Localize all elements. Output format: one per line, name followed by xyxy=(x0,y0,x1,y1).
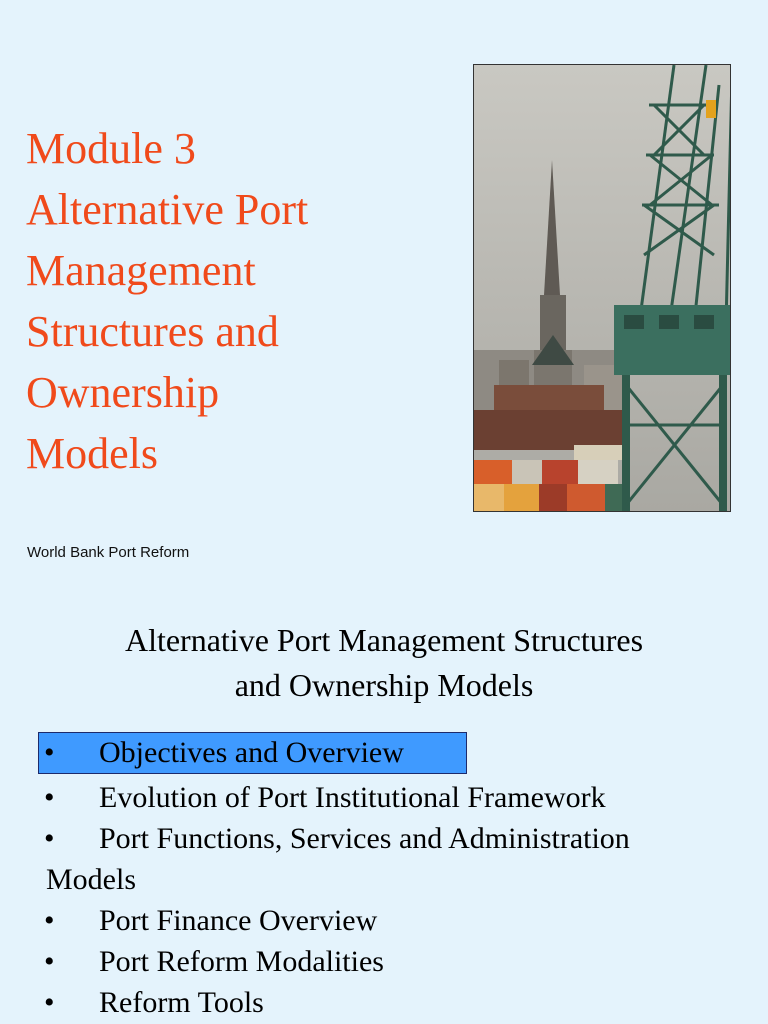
module-title xyxy=(26,118,446,484)
bullet-marker: • xyxy=(44,945,55,978)
agenda-item-tools[interactable] xyxy=(0,982,768,1023)
agenda-item-objectives[interactable] xyxy=(0,732,768,773)
title-line-5: Ownership xyxy=(26,368,220,417)
bullet-marker: • xyxy=(44,822,55,855)
title-line-4: Structures and xyxy=(26,307,279,356)
agenda-list xyxy=(0,732,768,1023)
title-line-2: Alternative Port xyxy=(26,185,309,234)
title-line-6: Models xyxy=(26,429,158,478)
slide-edge xyxy=(0,562,768,590)
agenda-item-label: Port Finance Overview xyxy=(99,904,378,937)
agenda-item-finance[interactable] xyxy=(0,900,768,941)
bullet-marker: • xyxy=(44,986,55,1019)
title-line-1: Module 3 xyxy=(26,124,196,173)
agenda-item-label: Port Functions, Services and Administration xyxy=(99,822,630,855)
agenda-item-functions[interactable] xyxy=(0,818,768,859)
agenda-title-line-2: and Ownership Models xyxy=(234,667,534,703)
agenda-item-label: Objectives and Overview xyxy=(99,736,404,769)
bullet-marker: • xyxy=(44,781,55,814)
agenda-title xyxy=(0,618,768,708)
agenda-item-modalities[interactable] xyxy=(0,941,768,982)
port-crane-photo xyxy=(473,64,731,512)
agenda-slide xyxy=(0,590,768,1024)
agenda-item-functions-continuation: Models xyxy=(46,863,136,896)
agenda-item-label: Evolution of Port Institutional Framework xyxy=(99,781,606,814)
agenda-item-evolution[interactable] xyxy=(0,777,768,818)
footer-line-1: World Bank Port Reform xyxy=(27,544,190,561)
agenda-item-label: Port Reform Modalities xyxy=(99,945,384,978)
agenda-title-line-1: Alternative Port Management Structures xyxy=(124,622,644,658)
agenda-item-label: Reform Tools xyxy=(99,986,264,1019)
bullet-marker: • xyxy=(44,904,55,937)
title-line-3: Management xyxy=(26,246,256,295)
bullet-marker: • xyxy=(44,736,55,769)
